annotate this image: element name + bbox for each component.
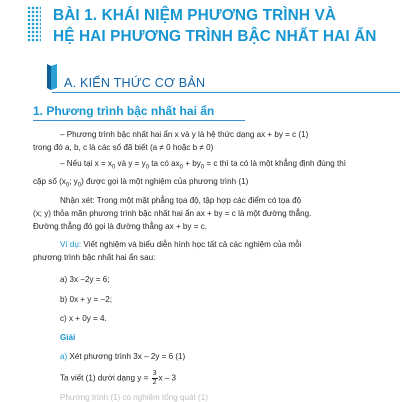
solution-definition-line-2: cặp số ($x_0$; $y_0$) được gọi là một nghiệm của phương trình (1) [33, 176, 249, 189]
fraction: $\frac{3}{2}$ [152, 370, 157, 386]
remark-line-2: (x; y) thỏa mãn phương trình bậc nhất hai ẩn ax + by = c là một đường thẳng. [33, 209, 312, 218]
cutoff-line: Phương trình (1) có nghiệm tổng quát (1) [60, 393, 208, 402]
section-heading [30, 64, 400, 94]
remark-line-3: Đường thẳng đó gọi là đường thẳng ax + by = c. [33, 222, 207, 231]
title-dot-grid-icon [27, 6, 41, 42]
solution-heading: Giải [60, 333, 76, 342]
subscript: 0 [179, 164, 183, 171]
lesson-title [53, 6, 393, 47]
example-line-1: Ví dụ: Viết nghiệm và biểu diễn hình học tất cả các nghiệm của mỗi [60, 240, 302, 249]
remark-paragraph [33, 194, 385, 233]
example-item-b: b) 0x + y = −2; [60, 295, 112, 304]
lesson-title-line-1: BÀI 1. KHÁI NIỆM PHƯƠNG TRÌNH VÀ [53, 7, 337, 24]
example-paragraph [33, 238, 385, 264]
section-divider [52, 92, 400, 93]
definition-line-2: trong đó a, b, c là các số đã biết (a ≠ 0 hoặc b ≠ 0) [33, 143, 214, 152]
example-label: Ví dụ: [60, 240, 82, 249]
subscript: 0 [145, 164, 150, 171]
solution-definition-line-1: – Nếu tại $x = x_0$ và $y = y_0$ ta có $ax_0 + by_0 = c$ thì ta có là một khẳng định đúng thì [60, 159, 347, 171]
subscript: 0 [77, 182, 82, 189]
lesson-title-line-2: HỆ HAI PHƯƠNG TRÌNH BẬC NHẤT HAI ẨN [53, 27, 377, 45]
example-item-a: a) 3x −2y = 6; [60, 275, 110, 284]
example-item-c: c) x + 0y = 4. [60, 314, 107, 323]
subsection-title: 1. Phương trình bậc nhất hai ẩn [33, 104, 215, 118]
section-label: A. KIẾN THỨC CƠ BẢN [64, 76, 206, 90]
remark-line-1: Nhận xét: Trong một mặt phẳng tọa độ, tập hợp các điểm có tọa độ [60, 196, 302, 205]
solution-a-line: a) Xét phương trình 3x – 2y = 6 (1) [60, 352, 186, 361]
subscript: 0 [111, 164, 116, 171]
subscript: 0 [65, 182, 70, 189]
definition-line-1: – Phương trình bậc nhất hai ẩn x và y là hệ thức dạng ax + by = c (1) [60, 130, 309, 139]
subscript: 0 [200, 164, 205, 171]
example-line-2: phương trình bậc nhất hai ẩn sau: [33, 253, 156, 262]
solution-a-label: a) [60, 352, 68, 361]
solution-definition-paragraph [33, 157, 385, 192]
subsection-underline [33, 120, 245, 121]
rewrite-line: Ta viết (1) dưới dạng y = $\frac{3}{2}$ x – 3 [60, 370, 177, 386]
book-bookmark-icon [47, 64, 57, 90]
definition-paragraph [33, 128, 385, 154]
